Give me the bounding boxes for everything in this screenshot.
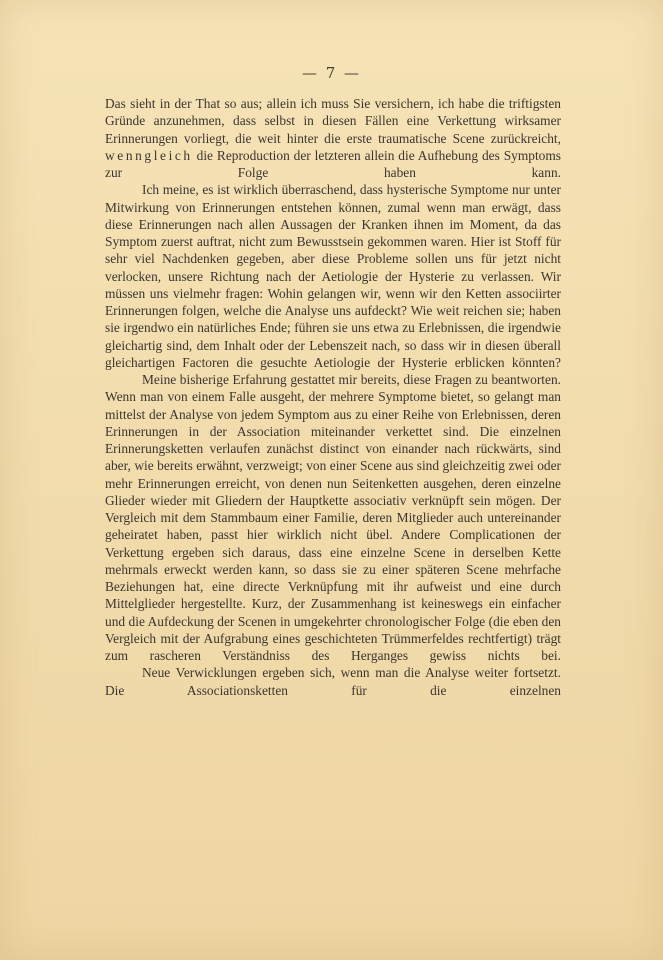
paragraph-1-part-1: Das sieht in der That so aus; allein ich muss Sie versichern, ich habe die triftigsten Gründe anzunehmen, dass selbst in diesen Fällen eine Verkettung wirksamer Erinnerungen vorliegt, die weit hinter die erste traumatische Scene zurückreicht, bbox=[105, 96, 561, 146]
paragraph-1-part-3: die Reproduction der letzteren allein die Aufhebung des Symptoms zur Folge haben kann. bbox=[105, 147, 561, 180]
paragraph-1 bbox=[105, 95, 561, 181]
page-number: — 7 — bbox=[301, 64, 362, 82]
paragraph-3-text: Meine bisherige Erfahrung gestattet mir bereits, diese Fragen zu beantworten. Wenn man von einem Falle ausgeht, der mehrere Symptome bietet, so gelangt man mittelst der Analyse von jedem Symptom aus zu einer Reihe von Erlebnissen, deren Erinnerungen in der Association miteinander verkettet sind. Die einzelnen Erinnerungsketten verlaufen zunächst distinct von einander nach rückwärts, sind aber, wie bereits erwähnt, verzweigt; von einer Scene aus sind gleichzeitig zwei oder mehr Erinnerungen erreicht, von denen nun Seitenketten ausgehen, deren einzelne Glieder wieder mit Gliedern der Hauptkette associativ verknüpft sein mögen. Der Vergleich mit dem Stammbaum einer Familie, deren Mitglieder auch untereinander geheiratet haben, passt hier wirklich nicht übel. Andere Complicationen der Verkettung ergeben sich daraus, dass eine einzelne Scene in derselben Kette mehrmals erweckt werden kann, so dass sie zu einer späteren Scene mehrfache Beziehungen hat, eine directe Verknüpfung mit ihr aufweist und eine durch Mittelglieder hergestellte. Kurz, der Zusammenhang ist keineswegs ein einfacher und die Aufdeckung der Scenen in umgekehrter chronologischer Folge (die eben den Vergleich mit der Aufgrabung eines geschichteten Trümmerfeldes rechtfertigt) trägt zum rascheren Verständniss des Herganges gewiss nichts bei. bbox=[105, 372, 561, 663]
paragraph-4-text: Neue Verwicklungen ergeben sich, wenn man die Analyse weiter fortsetzt. Die Associationsketten für die einzelnen bbox=[105, 665, 561, 698]
spaced-emphasis-word: wenngleich bbox=[105, 147, 193, 163]
paragraph-2-text: Ich meine, es ist wirklich überraschend, dass hysterische Symptome nur unter Mitwirkung von Erinnerungen entstehen können, zumal wenn man erwägt, dass diese Erinnerungen nach allen Aussagen der Kranken ihnen im Moment, da das Symptom zuerst auftrat, nicht zum Bewusstsein gekommen waren. Hier ist Stoff für sehr viel Nachdenken gegeben, aber diese Probleme sollen uns für jetzt nicht verlocken, unsere Richtung nach der Aetiologie der Hysterie zu verlassen. Wir müssen uns vielmehr fragen: Wohin gelangen wir, wenn wir den Ketten associirter Erinnerungen folgen, welche die Analyse uns aufdeckt? Wie weit reichen sie; haben sie irgendwo ein natürliches Ende; führen sie uns etwa zu Erlebnissen, die irgendwie gleichartig sind, dem Inhalt oder der Lebenszeit nach, so dass wir in diesen überall gleichartigen Factoren die gesuchte Aetiologie der Hysterie erblicken könnten? bbox=[105, 182, 561, 370]
paragraph-4 bbox=[105, 664, 561, 699]
body-text bbox=[105, 95, 561, 699]
paragraph-2 bbox=[105, 181, 561, 371]
paragraph-3 bbox=[105, 371, 561, 664]
